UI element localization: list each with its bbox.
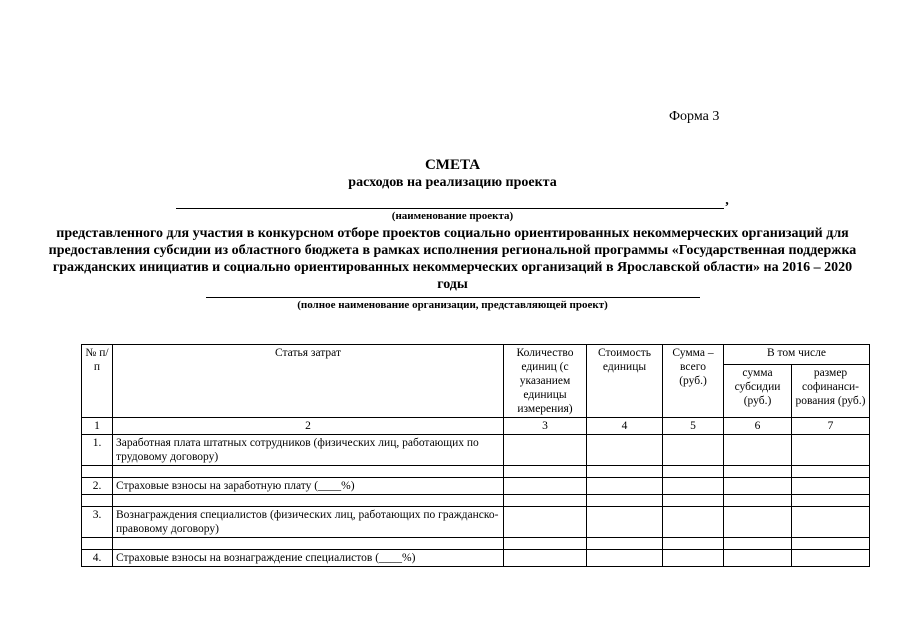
cell-empty [724,435,792,466]
estimate-table [81,344,870,567]
row-num: 4. [82,550,113,567]
cell-empty [792,507,870,538]
cell-empty [113,495,504,507]
row-article: Страховые взносы на заработную плату (____%) [113,478,504,495]
column-number: 7 [792,418,870,435]
cell-empty [504,435,587,466]
header-cofinancing: размер софинанси-рования (руб.) [792,365,870,418]
row-num: 3. [82,507,113,538]
cell-empty [587,495,663,507]
project-caption: (наименование проекта) [391,210,514,222]
cell-empty [504,495,587,507]
column-number: 2 [113,418,504,435]
project-description: представленного для участия в конкурсном отборе проектов социально ориентированных некоммерческих организаций для предоставления субсидии из областного бюджета в рамках исполнения региональной программы «Государственная поддержка гражданских инициатив и социально ориентированных некоммерческих организаций в Ярославской области» на 2016 – 2020 годы [48,226,857,292]
cell-empty [663,550,724,567]
cell-empty [724,538,792,550]
cell-empty [724,507,792,538]
cell-empty [663,435,724,466]
cell-empty [587,466,663,478]
row-article: Страховые взносы на вознаграждение специалистов (____%) [113,550,504,567]
cell-empty [663,495,724,507]
row-article: Заработная плата штатных сотрудников (физических лиц, работающих по трудовому договору) [113,435,504,466]
document-title: СМЕТА [424,157,481,173]
table-row-blank [82,495,870,507]
cell-empty [113,466,504,478]
table-row-blank [82,466,870,478]
column-number: 5 [663,418,724,435]
header-total: Сумма – всего (руб.) [663,345,724,418]
cell-empty [724,466,792,478]
column-number: 3 [504,418,587,435]
header-quantity: Количество единиц (с указанием единицы измерения) [504,345,587,418]
cell-empty [663,507,724,538]
cell-empty [504,507,587,538]
cell-empty [113,538,504,550]
row-article: Вознаграждения специалистов (физических лиц, работающих по гражданско-правовому договору) [113,507,504,538]
cell-empty [82,538,113,550]
column-numbers-row [82,418,870,435]
cell-empty [587,550,663,567]
cell-empty [587,435,663,466]
cell-empty [504,478,587,495]
cell-empty [663,538,724,550]
cell-empty [587,538,663,550]
cell-empty [504,550,587,567]
header-unit-cost: Стоимость единицы [587,345,663,418]
project-name-blank [40,193,865,209]
cell-empty [663,466,724,478]
header-article: Статья затрат [113,345,504,418]
table-row [82,478,870,495]
table-row [82,435,870,466]
column-number: 1 [82,418,113,435]
table-row [82,507,870,538]
header-subsidy: сумма субсидии (руб.) [724,365,792,418]
title-block [40,156,865,312]
project-line-comma: , [725,193,729,208]
cell-empty [792,550,870,567]
row-num: 2. [82,478,113,495]
cell-empty [792,538,870,550]
cell-empty [663,478,724,495]
column-number: 4 [587,418,663,435]
cell-empty [82,466,113,478]
cell-empty [792,466,870,478]
header-num: № п/п [82,345,113,418]
cell-empty [587,507,663,538]
table-row [82,550,870,567]
cell-empty [724,550,792,567]
row-num: 1. [82,435,113,466]
cell-empty [792,478,870,495]
header-including: В том числе [724,345,870,365]
cell-empty [587,478,663,495]
document-subtitle: расходов на реализацию проекта [348,175,557,190]
cell-empty [792,495,870,507]
cell-empty [504,538,587,550]
cell-empty [82,495,113,507]
table-header-row [82,345,870,365]
table-row-blank [82,538,870,550]
form-label: Форма 3 [669,109,720,124]
cell-empty [792,435,870,466]
cell-empty [504,466,587,478]
cell-empty [724,478,792,495]
column-number: 6 [724,418,792,435]
cell-empty [724,495,792,507]
org-caption: (полное наименование организации, представляющей проект) [297,299,608,311]
